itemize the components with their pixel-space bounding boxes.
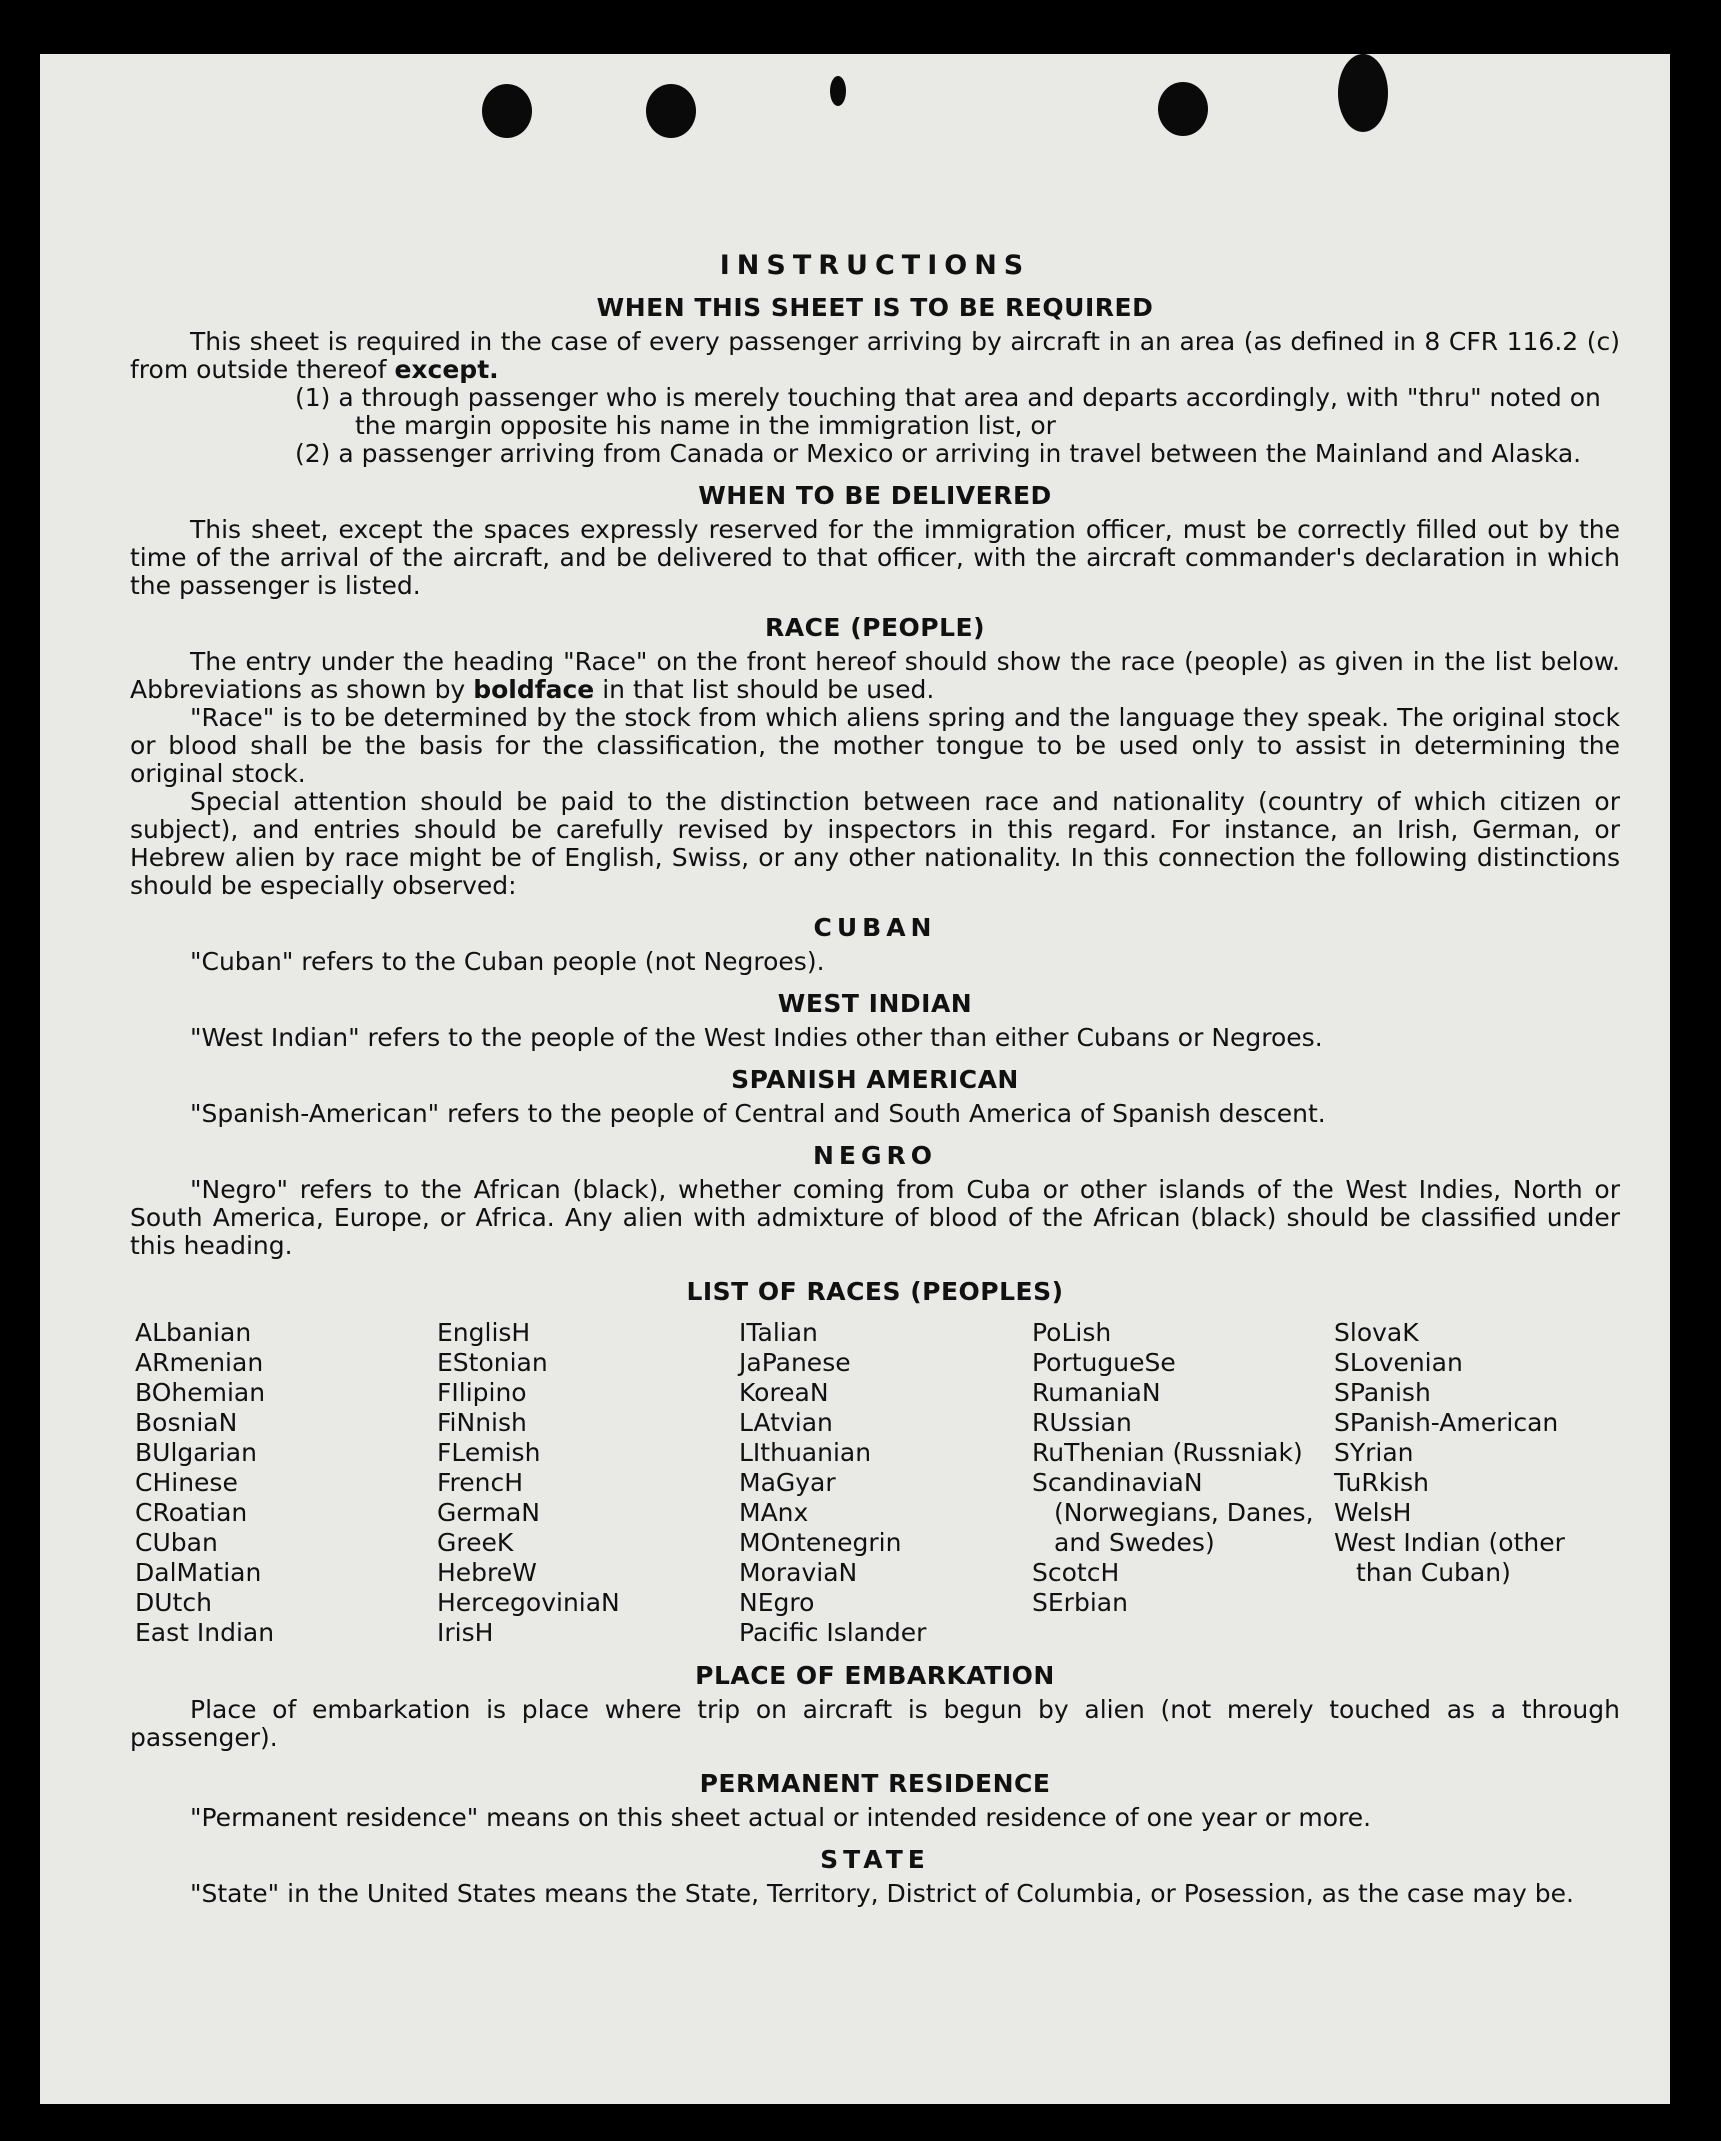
section-heading: WHEN TO BE DELIVERED (698, 481, 1052, 510)
list-item: IrisH (437, 1618, 494, 1647)
list-item: ALbanian (135, 1318, 252, 1347)
paragraph: The entry under the heading "Race" on the front hereof should show the race (people) as given in the list below. Abbreviations as shown by boldface in that list should be used. (130, 647, 1620, 704)
list-item: PoLish (1032, 1318, 1112, 1347)
list-item: FiNnish (437, 1408, 527, 1437)
races-column (1334, 1318, 1604, 1648)
list-item: SLovenian (1334, 1348, 1463, 1377)
list-item: EnglisH (437, 1318, 531, 1347)
list-item: GreeK (437, 1528, 514, 1557)
section-heading: SPANISH AMERICAN (731, 1065, 1019, 1094)
list-item: MAnx (739, 1498, 809, 1527)
section-heading: PERMANENT RESIDENCE (699, 1769, 1051, 1798)
list-item: (1) a through passenger who is merely touching that area and departs accordingly, with "thru" noted on the margin opposite his name in the immigration list, or (295, 383, 1601, 440)
list-item: LAtvian (739, 1408, 833, 1437)
list-item: ARmenian (135, 1348, 264, 1377)
list-item: CUban (135, 1528, 218, 1557)
list-item: NEgro (739, 1588, 815, 1617)
list-item: HebreW (437, 1558, 537, 1587)
list-item: GermaN (437, 1498, 540, 1527)
section-heading: WEST INDIAN (777, 989, 973, 1018)
section-heading: LIST OF RACES (PEOPLES) (686, 1277, 1064, 1306)
paragraph: "Negro" refers to the African (black), whether coming from Cuba or other islands of the West Indies, North or South America, Europe, or Africa. Any alien with admixture of blood of the African (black) should be classified under this heading. (130, 1175, 1620, 1260)
paragraph: This sheet is required in the case of every passenger arriving by aircraft in an area (as defined in 8 CFR 116.2 (c) from outside thereof except. (130, 327, 1620, 384)
races-column (1032, 1318, 1334, 1648)
list-item: ScandinaviaN (Norwegians, Danes, and Swedes) (1032, 1468, 1314, 1557)
list-item: BosniaN (135, 1408, 238, 1437)
list-item: WelsH (1334, 1498, 1412, 1527)
page-title: INSTRUCTIONS (719, 250, 1031, 281)
list-item: FIlipino (437, 1378, 527, 1407)
list-item: HercegoviniaN (437, 1588, 620, 1617)
list-item: RumaniaN (1032, 1378, 1161, 1407)
list-item: SPanish-American (1334, 1408, 1559, 1437)
list-item: RUssian (1032, 1408, 1132, 1437)
list-item: JaPanese (739, 1348, 851, 1377)
races-list (135, 1318, 1620, 1648)
paragraph: "Race" is to be determined by the stock from which aliens spring and the language they speak. The original stock or blood shall be the basis for the classification, the mother tongue to be used only to assist in determining the original stock. (130, 703, 1620, 788)
document-page (40, 54, 1670, 2104)
list-item: SErbian (1032, 1588, 1128, 1617)
section-heading: STATE (820, 1845, 930, 1874)
list-item: DalMatian (135, 1558, 262, 1587)
punch-hole (1158, 82, 1208, 136)
paragraph: "State" in the United States means the State, Territory, District of Columbia, or Posession, as the case may be. (190, 1879, 1574, 1908)
list-item: Pacific Islander (739, 1618, 927, 1647)
list-item: TuRkish (1334, 1468, 1429, 1497)
list-item: LIthuanian (739, 1438, 872, 1467)
list-item: SPanish (1334, 1378, 1431, 1407)
paragraph: This sheet, except the spaces expressly reserved for the immigration officer, must be correctly filled out by the time of the arrival of the aircraft, and be delivered to that officer, with the aircraft commander's declaration in which the passenger is listed. (130, 515, 1620, 600)
section-heading: WHEN THIS SHEET IS TO BE REQUIRED (596, 293, 1154, 322)
list-item: CHinese (135, 1468, 238, 1497)
paragraph: "West Indian" refers to the people of the West Indies other than either Cubans or Negroes. (190, 1023, 1323, 1052)
list-item: KoreaN (739, 1378, 829, 1407)
paragraph: "Spanish-American" refers to the people of Central and South America of Spanish descent. (190, 1099, 1326, 1128)
section-heading: CUBAN (813, 913, 937, 942)
races-column (739, 1318, 1032, 1648)
list-item: CRoatian (135, 1498, 248, 1527)
list-item: RuThenian (Russniak) (1032, 1438, 1303, 1467)
list-item: MaGyar (739, 1468, 836, 1497)
races-column (437, 1318, 739, 1648)
section-heading: PLACE OF EMBARKATION (695, 1661, 1055, 1690)
paragraph: Special attention should be paid to the distinction between race and nationality (country of which citizen or subject), and entries should be carefully revised by inspectors in this regard. For instance, an Irish, German, or Hebrew alien by race might be of English, Swiss, or any other nationality. In this connection the following distinctions should be especially observed: (130, 787, 1620, 900)
list-item: East Indian (135, 1618, 275, 1647)
list-item: West Indian (other than Cuban) (1334, 1528, 1565, 1587)
list-item: BUlgarian (135, 1438, 257, 1467)
section-heading: RACE (PEOPLE) (764, 613, 986, 642)
punch-hole (482, 84, 532, 138)
list-item: ITalian (739, 1318, 818, 1347)
list-item: MoraviaN (739, 1558, 858, 1587)
list-item: BOhemian (135, 1378, 266, 1407)
list-item: PortugueSe (1032, 1348, 1176, 1377)
races-column (135, 1318, 437, 1648)
list-item: SYrian (1334, 1438, 1414, 1467)
list-item: ScotcH (1032, 1558, 1120, 1587)
punch-hole (1338, 54, 1388, 132)
list-item: FrencH (437, 1468, 524, 1497)
list-item: EStonian (437, 1348, 548, 1377)
paragraph: Place of embarkation is place where trip on aircraft is begun by alien (not merely touched as a through passenger). (130, 1695, 1620, 1752)
list-item: DUtch (135, 1588, 212, 1617)
list-item: SlovaK (1334, 1318, 1419, 1347)
paragraph: "Permanent residence" means on this sheet actual or intended residence of one year or more. (190, 1803, 1372, 1832)
list-item: MOntenegrin (739, 1528, 902, 1557)
paragraph: "Cuban" refers to the Cuban people (not Negroes). (190, 947, 825, 976)
list-item: (2) a passenger arriving from Canada or Mexico or arriving in travel between the Mainland and Alaska. (295, 439, 1582, 468)
list-item: FLemish (437, 1438, 541, 1467)
punch-hole (830, 76, 846, 106)
instructions-content (130, 194, 1620, 1908)
punch-hole (646, 84, 696, 138)
section-heading: NEGRO (812, 1141, 938, 1170)
